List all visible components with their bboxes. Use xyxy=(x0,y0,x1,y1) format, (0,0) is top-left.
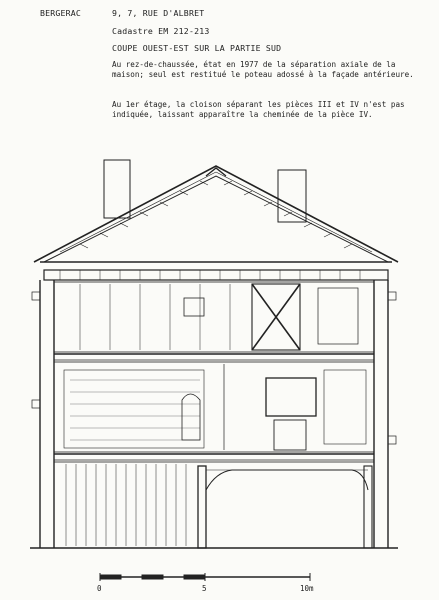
cadastre-reference: Cadastre EM 212-213 xyxy=(112,26,210,36)
ground-floor xyxy=(54,462,374,548)
roof xyxy=(34,166,398,262)
scale-label-10m: 10m xyxy=(300,584,314,593)
timber-post xyxy=(198,466,206,548)
first-floor xyxy=(54,362,374,452)
street-address: 9, 7, RUE D'ALBRET xyxy=(112,8,205,18)
scale-label-5: 5 xyxy=(202,584,207,593)
scale-bar xyxy=(100,573,310,581)
town-name: BERGERAC xyxy=(40,8,82,18)
drawing-title: COUPE OUEST-EST SUR LA PARTIE SUD xyxy=(112,43,282,53)
outer-walls xyxy=(30,280,398,548)
scale-label-0: 0 xyxy=(97,584,102,593)
left-chimney xyxy=(104,160,130,218)
fireplace xyxy=(266,378,316,416)
note-ground-floor: Au rez-de-chaussée, état en 1977 de la séparation axiale de la maison; seul est restitué le poteau adossé à la façade antérieure. xyxy=(112,60,414,79)
attic-floor xyxy=(44,270,388,280)
second-floor xyxy=(54,282,374,352)
note-first-floor: Au 1er étage, la cloison séparant les pièces III et IV n'est pas indiquée, laissant apparaître la cheminée de la pièce IV. xyxy=(112,100,405,119)
